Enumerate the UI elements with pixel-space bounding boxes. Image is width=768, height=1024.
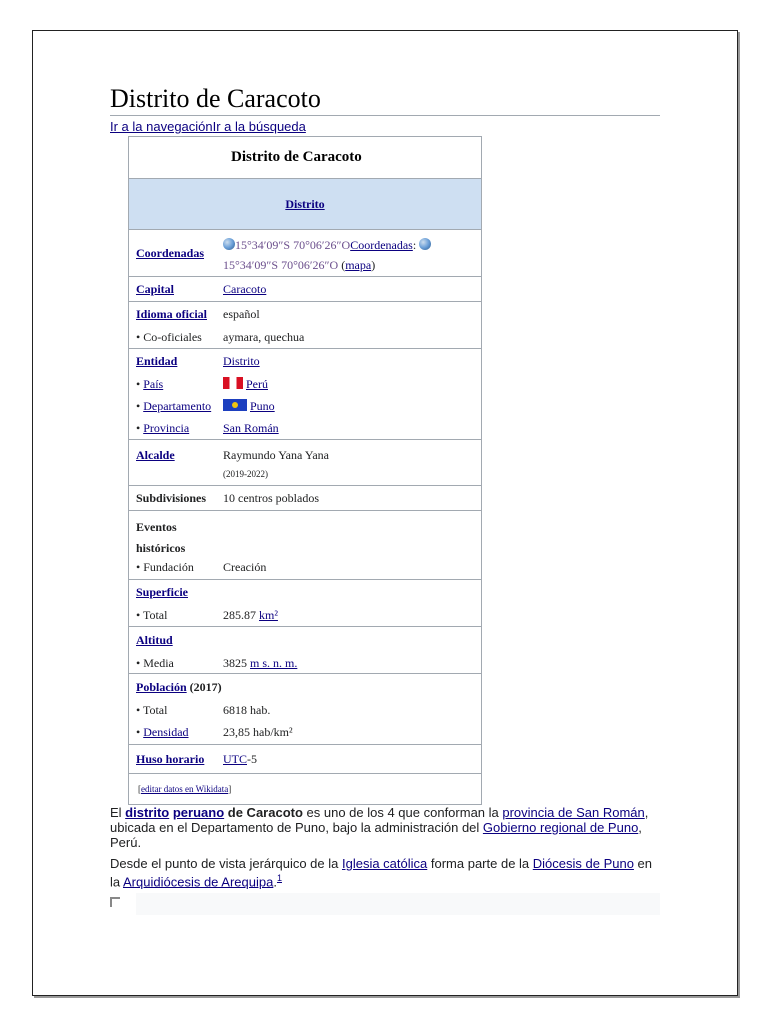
altitud-label-link[interactable]: Altitud	[136, 632, 173, 647]
poblacion-total-row	[129, 700, 481, 720]
distrito-link[interactable]: distrito	[125, 805, 170, 820]
edit-wikidata-link[interactable]: editar datos en Wikidata	[141, 784, 229, 794]
alcalde-row	[129, 439, 481, 485]
altitud-value: 3825	[223, 655, 247, 670]
superficie-value: 285.87	[223, 607, 256, 622]
altitud-row	[129, 626, 481, 653]
iglesia-catolica-link[interactable]: Iglesia católica	[341, 856, 428, 871]
superficie-label-link[interactable]: Superficie	[136, 584, 188, 599]
capital-link[interactable]: Caracoto	[223, 281, 267, 296]
utc-offset: -5	[247, 751, 257, 766]
text-span: forma parte de la	[427, 856, 533, 871]
departamento-row: • Departamento Puno	[136, 398, 275, 413]
coordinates-link[interactable]: Coordenadas	[350, 238, 413, 252]
superficie-total-row	[129, 604, 481, 626]
altitud-media-label: • Media	[136, 655, 174, 670]
puno-link[interactable]: Puno	[250, 398, 275, 413]
coordinates-row: Coordenadas 15°34′09″S 70°06′26″OCoordenadas: 15°34′09″S 70°06′26″O (mapa)	[129, 230, 481, 276]
superficie-total-label: • Total	[136, 607, 168, 622]
alcalde-label-link[interactable]: Alcalde	[136, 448, 175, 462]
entidad-label-link[interactable]: Entidad	[136, 353, 178, 368]
coordinates-value[interactable]: 15°34′09″S 70°06′26″O	[235, 238, 351, 252]
fundacion-value: Creación	[223, 559, 267, 574]
arquidiocesis-link[interactable]: Arquidiócesis de Arequipa	[123, 874, 274, 890]
provincia-row: • Provincia San Román	[136, 420, 279, 435]
infobox	[128, 136, 482, 805]
fundacion-row	[129, 555, 481, 579]
text-span: , ubicada en el Departamento de Puno, bajo la administración del	[110, 805, 649, 835]
text-span: es uno de los 4 que conforman la	[302, 805, 503, 820]
page-title: Distrito de Caracoto	[110, 84, 321, 113]
san-roman-link[interactable]: San Román	[223, 420, 279, 435]
intro-paragraph	[110, 805, 662, 850]
entidad-link[interactable]: Distrito	[223, 353, 260, 368]
reference-link[interactable]: 1	[276, 873, 282, 883]
poblacion-total-value: 6818 hab.	[223, 702, 271, 717]
diocesis-puno-link[interactable]: Diócesis de Puno	[532, 856, 634, 871]
pais-label-link[interactable]: País	[143, 376, 164, 391]
peru-link[interactable]: Perú	[246, 376, 268, 391]
superficie-row	[129, 579, 481, 604]
cooficiales-row	[129, 326, 481, 348]
idioma-value: español	[223, 306, 260, 321]
eventos-label-2: históricos	[136, 541, 186, 555]
pais-row: • País Perú	[136, 376, 268, 391]
globe-icon[interactable]	[419, 238, 431, 250]
huso-label-link[interactable]: Huso horario	[136, 751, 205, 766]
coordinates-label-link[interactable]: Coordenadas	[136, 245, 205, 260]
text-span: El	[110, 805, 126, 820]
alcalde-value: Raymundo Yana Yana	[223, 448, 330, 462]
entidad-row	[129, 348, 481, 373]
infobox-type	[129, 179, 481, 230]
infobox-title: Distrito de Caracoto	[129, 137, 481, 179]
title-divider	[110, 115, 660, 116]
capital-label-link[interactable]: Capital	[136, 281, 175, 296]
text-span: .	[273, 874, 277, 890]
poblacion-year: (2017)	[189, 679, 222, 694]
cooficiales-value: aymara, quechua	[223, 329, 305, 344]
distrito-type-link[interactable]: Distrito	[285, 196, 325, 211]
skip-links	[110, 119, 306, 134]
church-paragraph	[110, 856, 662, 889]
densidad-row: • Densidad 23,85 hab/km²	[129, 720, 481, 744]
alcalde-period: (2019-2022)	[223, 469, 268, 479]
globe-icon[interactable]	[223, 238, 235, 250]
eventos-label: Eventos	[136, 520, 177, 534]
poblacion-total-label: • Total	[136, 702, 168, 717]
subdivisiones-row	[129, 485, 481, 510]
provincia-label-link[interactable]: Provincia	[143, 420, 190, 435]
densidad-value: 23,85 hab/km²	[223, 724, 293, 739]
map-link[interactable]: mapa	[345, 258, 372, 272]
text-span: en la	[110, 856, 653, 890]
text-span: , Perú.	[110, 820, 642, 850]
text-span: de Caracoto	[224, 805, 303, 820]
poblacion-label-link[interactable]: Población	[136, 679, 187, 694]
peru-flag-icon	[223, 377, 243, 389]
subdivisiones-label: Subdivisiones	[136, 490, 207, 505]
huso-row	[129, 744, 481, 773]
eventos-row	[129, 510, 481, 555]
poblacion-row	[129, 673, 481, 700]
idioma-label-link[interactable]: Idioma oficial	[136, 306, 207, 321]
coordinates-value-2[interactable]: 15°34′09″S 70°06′26″O	[223, 258, 339, 272]
skip-to-search-link[interactable]: Ir a la búsqueda	[212, 119, 306, 134]
peruano-link[interactable]: peruano	[172, 805, 225, 820]
densidad-label-link[interactable]: Densidad	[143, 724, 189, 739]
edit-row: [editar datos en Wikidata]	[129, 773, 481, 804]
capital-row	[129, 276, 481, 301]
skip-to-navigation-link[interactable]: Ir a la navegación	[110, 119, 213, 134]
msnm-link[interactable]: m s. n. m.	[250, 655, 298, 670]
toc-toggle-icon[interactable]	[110, 897, 120, 907]
departamento-label-link[interactable]: Departamento	[143, 398, 212, 413]
subdivisiones-value: 10 centros poblados	[223, 490, 319, 505]
km2-link[interactable]: km²	[259, 607, 278, 622]
cooficiales-label: • Co-oficiales	[136, 329, 202, 344]
altitud-media-row	[129, 653, 481, 673]
fundacion-label: • Fundación	[136, 559, 194, 574]
puno-flag-icon	[223, 399, 247, 411]
provincia-san-roman-link[interactable]: provincia de San Román	[502, 805, 645, 820]
toc-bar	[136, 893, 660, 915]
text-span: Desde el punto de vista jerárquico de la	[110, 856, 342, 871]
gobierno-regional-link[interactable]: Gobierno regional de Puno	[482, 820, 639, 835]
utc-link[interactable]: UTC	[223, 751, 247, 766]
idioma-row	[129, 301, 481, 326]
